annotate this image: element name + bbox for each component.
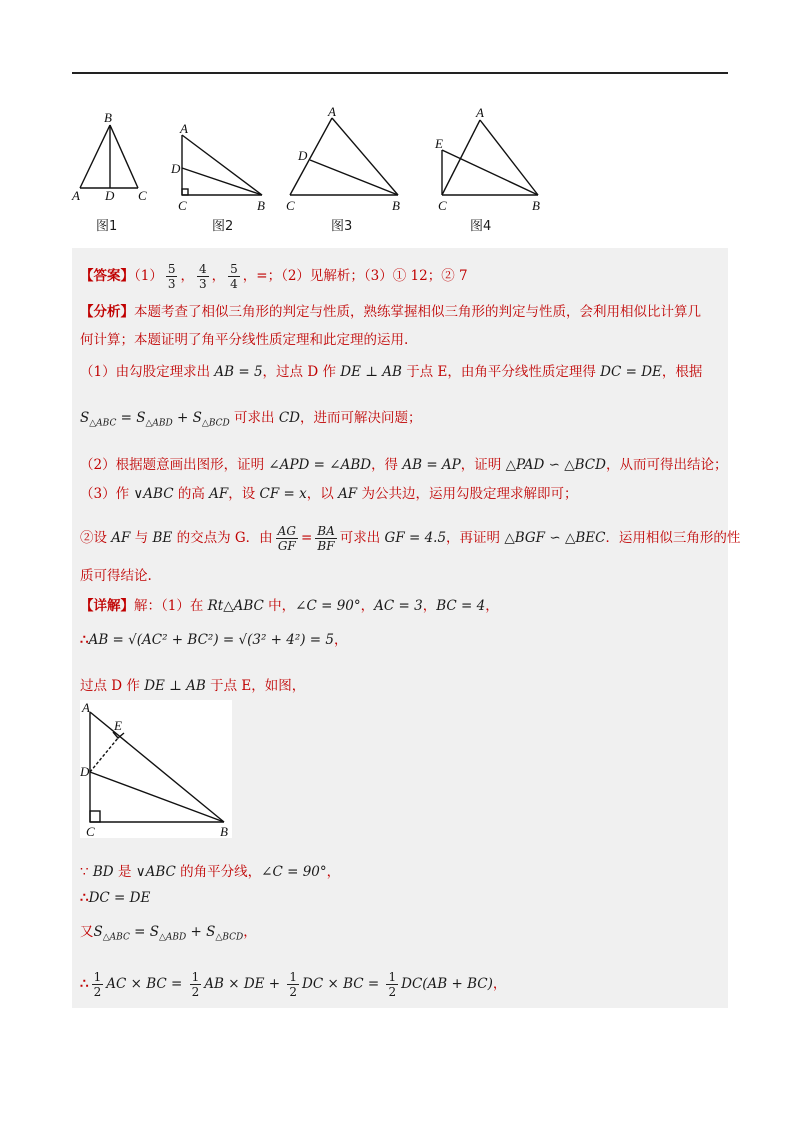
svg-text:C: C — [438, 198, 447, 213]
svg-text:D: D — [80, 764, 90, 779]
svg-text:B: B — [104, 110, 112, 125]
svg-text:D: D — [171, 161, 181, 176]
svg-text:A: A — [328, 104, 336, 119]
svg-text:C: C — [286, 198, 295, 213]
figure-1-caption: 图1 — [96, 219, 118, 234]
analysis-step-4: ②设 AF 与 BE 的交点为 G．由 $\frac{AG}{GF}$ = $\frac{BA}{BF}$ 可求出 GF = 4.5，再证明 △BGF ∽ △BEC．运用相似三角形的性 — [80, 524, 741, 553]
svg-text:A: A — [82, 700, 90, 715]
analysis-line-2: 何计算；本题证明了角平分线性质定理和此定理的运用. — [80, 332, 409, 348]
analysis-step-4-end: 质可得结论. — [80, 568, 152, 584]
svg-text:A: A — [72, 188, 80, 203]
svg-text:D: D — [298, 148, 308, 163]
figure-4-caption: 图4 — [470, 219, 492, 234]
analysis-tag: 【分析】 — [80, 304, 134, 320]
svg-text:B: B — [257, 198, 265, 213]
figures-row — [60, 100, 740, 245]
area-equation: $S_{\triangle ABC} = S_{\triangle ABD} + S_{\triangle BCD}$ — [80, 410, 230, 429]
detail-line-6: 又$S_{\triangle ABC} = S_{\triangle ABD} + S_{\triangle BCD}$， — [80, 924, 257, 943]
analysis-step-1-formula: $S_{\triangle ABC} = S_{\triangle ABD} + S_{\triangle BCD}$ 可求出 CD，进而可解决问题； — [80, 410, 422, 429]
svg-text:A: A — [180, 121, 188, 136]
figure-2-caption: 图2 — [212, 219, 234, 234]
figure-4-triangle — [442, 120, 538, 195]
svg-text:C: C — [178, 198, 187, 213]
detail-line-4: ∵ BD 是 ∨ABC 的角平分线，∠C = 90°， — [80, 864, 341, 880]
svg-text:D: D — [105, 188, 115, 203]
figure-5-triangle — [80, 700, 232, 838]
figure-2-triangle — [182, 135, 262, 195]
figure-3-caption: 图3 — [331, 219, 353, 234]
answer-tag: 【答案】 — [80, 268, 134, 284]
area-equation-2: $S_{\triangle ABC} = S_{\triangle ABD} + S_{\triangle BCD}$ — [93, 924, 244, 943]
svg-text:E: E — [114, 718, 122, 733]
detail-line-2: ∴AB = √(AC² + BC²) = √(3² + 4²) = 5， — [80, 632, 348, 648]
area-expansion: $\frac{1}{2}$ AC × BC = $\frac{1}{2}$ AB × DE + $\frac{1}{2}$ DC × BC = $\frac{1}{2}$ DC(AB + BC) — [93, 970, 493, 999]
detail-line-1: 【详解】解：（1）在 Rt△ABC 中，∠C = 90°，AC = 3，BC = 4， — [80, 598, 499, 614]
svg-text:E: E — [435, 136, 443, 151]
svg-text:B: B — [532, 198, 540, 213]
answer-line: 【答案】（1） $\frac{5}{3}$ ， $\frac{4}{3}$ ， $\frac{5}{4}$ ，=；（2）见解析；（3）① 12；② 7 — [80, 262, 468, 291]
detail-line-3: 过点 D 作 DE ⊥ AB 于点 E，如图， — [80, 678, 306, 694]
svg-text:C: C — [86, 824, 95, 838]
analysis-step-2: （2）根据题意画出图形，证明 ∠APD = ∠ABD，得 AB = AP，证明 △PAD ∽ △BCD，从而可得出结论； — [80, 457, 728, 473]
svg-text:B: B — [392, 198, 400, 213]
svg-text:C: C — [138, 188, 147, 203]
detail-line-7: ∴ $\frac{1}{2}$ AC × BC = $\frac{1}{2}$ AB × DE + $\frac{1}{2}$ DC × BC = $\frac{1}{2}$ DC(AB + BC)， — [80, 970, 507, 999]
analysis-line-1: 【分析】本题考查了相似三角形的判定与性质，熟练掌握相似三角形的判定与性质，会利用相似比计算几 — [80, 304, 701, 320]
detail-tag: 【详解】 — [80, 598, 134, 614]
header-rule — [72, 72, 728, 74]
svg-text:A: A — [476, 105, 484, 120]
detail-line-5: ∴DC = DE — [80, 890, 151, 906]
figure-1-triangle — [80, 125, 138, 188]
analysis-step-1: （1）由勾股定理求出 AB = 5，过点 D 作 DE ⊥ AB 于点 E，由角平分线性质定理得 DC = DE，根据 — [80, 364, 703, 380]
svg-text:B: B — [220, 824, 228, 838]
analysis-step-3: （3）作 ∨ABC 的高 AF，设 CF = x，以 AF 为公共边，运用勾股定理求解即可； — [80, 486, 578, 502]
